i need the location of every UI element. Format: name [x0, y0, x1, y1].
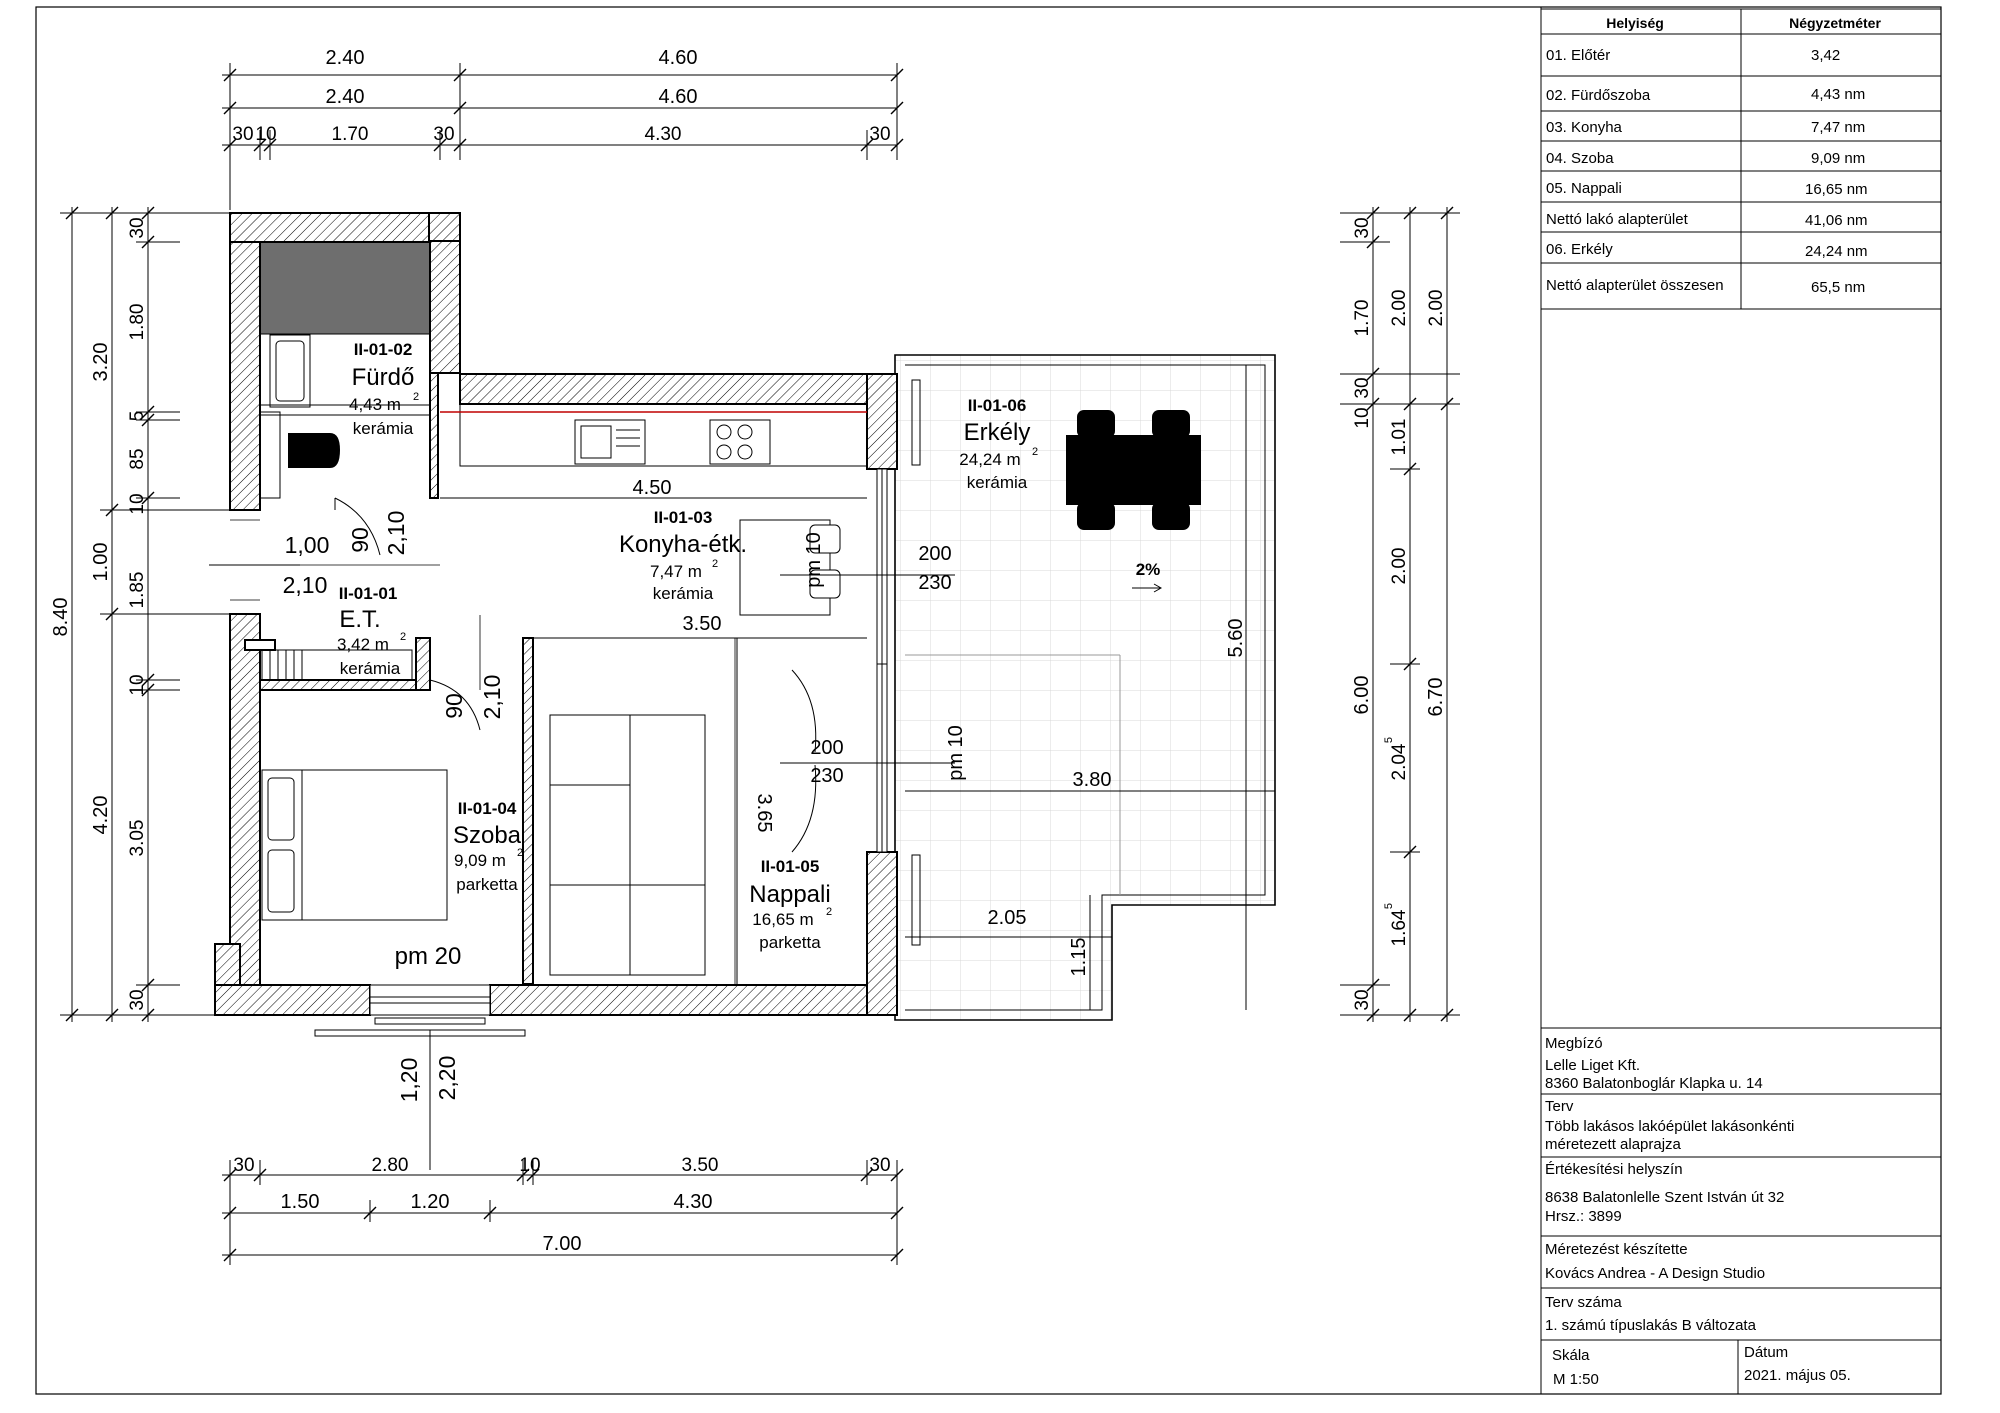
dim-right: 10 — [1352, 407, 1373, 429]
dim-living-depth: 3.65 — [753, 793, 775, 833]
client-address: 8360 Balatonboglár Klapka u. 14 — [1545, 1075, 1763, 1092]
dim-bottom: 4.30 — [673, 1191, 713, 1213]
dim-top: 4.60 — [658, 47, 698, 69]
dim-right: 1.01 — [1389, 418, 1410, 456]
dim-left: 5 — [127, 410, 148, 422]
dim-top: 30 — [232, 124, 254, 145]
author-label: Méretezést készítette — [1545, 1241, 1688, 1258]
dim-bottom: 3.50 — [681, 1155, 719, 1176]
svg-text:kerámia: kerámia — [652, 584, 714, 603]
svg-text:2: 2 — [826, 906, 833, 918]
table-cell: 04. Szoba — [1546, 150, 1614, 167]
dim-top: 10 — [255, 124, 277, 145]
dim-balcony-step-depth: 1.15 — [1068, 937, 1090, 977]
door-room-width: 90 — [441, 693, 467, 719]
dim-window-width: 1,20 — [396, 1057, 422, 1103]
dim-top: 30 — [869, 124, 891, 145]
dim-right-sup: 5 — [1383, 902, 1395, 910]
date-value: 2021. május 05. — [1744, 1367, 1851, 1384]
dim-right: 30 — [1352, 217, 1373, 239]
dim-right: 30 — [1352, 989, 1373, 1011]
dim-right: 1.70 — [1352, 299, 1373, 337]
dining-table-icon — [740, 520, 840, 615]
level-room: pm 20 — [394, 943, 462, 970]
dim-left: 1.00 — [90, 542, 112, 582]
table-cell: 03. Konyha — [1546, 119, 1622, 136]
dim-right: 2.00 — [1389, 547, 1410, 585]
svg-text:kerámia: kerámia — [339, 659, 401, 678]
dim-bottom: 30 — [869, 1155, 891, 1176]
dim-left: 10 — [127, 674, 148, 696]
svg-text:Erkély: Erkély — [963, 419, 1031, 446]
dim-bottom: 1.20 — [410, 1191, 450, 1213]
cooktop-icon — [710, 420, 770, 464]
dim-top: 2.40 — [325, 47, 365, 69]
dim-top: 4.60 — [658, 86, 698, 108]
svg-text:parketta: parketta — [456, 875, 518, 894]
svg-text:II-01-02: II-01-02 — [353, 340, 413, 359]
dim-top: 1.70 — [331, 124, 369, 145]
dim-right-sup: 5 — [1383, 736, 1395, 744]
plan-number-value: 1. számú típuslakás B változata — [1545, 1317, 1756, 1334]
dim-left: 10 — [127, 493, 148, 515]
svg-text:II-01-03: II-01-03 — [653, 508, 713, 527]
svg-text:Nappali: Nappali — [749, 881, 831, 908]
svg-text:2: 2 — [1032, 446, 1039, 458]
plan-label: Terv — [1545, 1098, 1574, 1115]
room-label-bathroom — [349, 340, 419, 438]
dim-right: 6.70 — [1425, 677, 1447, 717]
balcony-door1-height: 230 — [918, 572, 952, 594]
dim-right: 30 — [1352, 377, 1373, 399]
room-label-living — [749, 857, 832, 952]
room-label-bedroom — [453, 799, 523, 894]
svg-text:2: 2 — [400, 631, 407, 643]
table-cell: 41,06 nm — [1805, 212, 1868, 229]
dim-kitchen-width: 4.50 — [632, 477, 672, 499]
svg-text:II-01-05: II-01-05 — [760, 857, 820, 876]
dim-living-width: 3.50 — [682, 613, 722, 635]
table-cell: 02. Fürdőszoba — [1546, 87, 1651, 104]
dim-right: 2.00 — [1426, 289, 1447, 327]
table-cell: 06. Erkély — [1546, 241, 1613, 258]
svg-text:kerámia: kerámia — [966, 473, 1028, 492]
table-header-area: Négyzetméter — [1789, 15, 1881, 31]
site-label: Értékesítési helyszín — [1545, 1161, 1683, 1178]
sink-icon — [575, 420, 645, 464]
toilet-icon — [288, 433, 340, 468]
plan-description: méretezett alaprajza — [1545, 1136, 1681, 1153]
dim-bottom: 30 — [233, 1155, 255, 1176]
dim-bottom: 1.50 — [280, 1191, 320, 1213]
slope-label: 2% — [1135, 560, 1161, 579]
client-name: Lelle Liget Kft. — [1545, 1057, 1641, 1074]
svg-text:kerámia: kerámia — [352, 419, 414, 438]
dim-balcony-width: 3.80 — [1072, 769, 1112, 791]
plan-number-label: Terv száma — [1545, 1294, 1622, 1311]
table-cell: 24,24 nm — [1805, 243, 1868, 260]
bed-icon — [262, 770, 447, 920]
table-cell: 16,65 nm — [1805, 181, 1868, 198]
table-cell: 9,09 nm — [1811, 150, 1866, 167]
table-cell: 01. Előtér — [1546, 47, 1611, 64]
svg-text:3,42 m: 3,42 m — [337, 635, 389, 654]
washbasin-icon — [270, 335, 310, 407]
plan-description: Több lakásos lakóépület lakásonkénti — [1545, 1118, 1795, 1135]
date-label: Dátum — [1744, 1344, 1789, 1361]
svg-text:parketta: parketta — [759, 933, 821, 952]
door-room-height: 2,10 — [479, 674, 505, 720]
svg-text:2: 2 — [517, 847, 524, 859]
title-block — [1541, 1028, 1941, 1394]
dim-left: 3.20 — [90, 342, 112, 382]
door-entry-width: 1,00 — [284, 532, 330, 558]
table-cell: 7,47 nm — [1811, 119, 1866, 136]
svg-text:Fürdő: Fürdő — [351, 364, 415, 391]
top-dimension-lines — [222, 63, 903, 210]
table-cell: 65,5 nm — [1811, 279, 1866, 296]
svg-text:2: 2 — [712, 558, 719, 570]
author-name: Kovács Andrea - A Design Studio — [1545, 1265, 1766, 1282]
table-cell: 3,42 — [1811, 47, 1841, 64]
table-cell: Nettó alapterület összesen — [1546, 277, 1724, 294]
dim-balcony-depth: 5.60 — [1225, 618, 1247, 658]
site-lot: Hrsz.: 3899 — [1545, 1208, 1622, 1225]
bottom-dimension-lines — [222, 1030, 903, 1265]
door-entry-height: 2,10 — [282, 572, 328, 598]
svg-text:9,09 m: 9,09 m — [454, 851, 506, 870]
svg-text:II-01-06: II-01-06 — [967, 396, 1027, 415]
svg-text:E.T.: E.T. — [339, 606, 381, 633]
level-kitchen: pm 10 — [803, 532, 825, 588]
room-label-entry — [337, 584, 406, 678]
dim-top: 4.30 — [644, 124, 682, 145]
balcony-door2-width: 200 — [810, 737, 844, 759]
svg-text:Szoba: Szoba — [452, 822, 522, 849]
scale-label: Skála — [1552, 1347, 1590, 1364]
table-cell: Nettó lakó alapterület — [1546, 211, 1688, 228]
dim-left: 1.85 — [127, 571, 148, 609]
door-bath-width: 90 — [347, 527, 373, 553]
dim-left: 1.80 — [127, 303, 148, 341]
dim-left: 8.40 — [50, 597, 72, 637]
table-cell: 4,43 nm — [1811, 86, 1866, 103]
dim-left: 3.05 — [127, 819, 148, 857]
dim-left: 30 — [127, 989, 148, 1011]
svg-text:II-01-04: II-01-04 — [457, 799, 517, 818]
svg-text:16,65 m: 16,65 m — [752, 910, 814, 929]
dim-left: 30 — [127, 217, 148, 239]
dim-bottom: 10 — [519, 1155, 541, 1176]
client-label: Megbízó — [1545, 1035, 1603, 1052]
dim-right: 6.00 — [1351, 675, 1373, 715]
sofa-icon — [550, 715, 705, 975]
svg-text:II-01-01: II-01-01 — [338, 584, 398, 603]
dim-window-height: 2,20 — [434, 1055, 460, 1101]
dim-right: 1.64 — [1389, 909, 1410, 947]
dim-left: 4.20 — [90, 795, 112, 835]
dim-left: 85 — [127, 448, 148, 470]
table-header-room: Helyiség — [1606, 15, 1664, 31]
svg-text:7,47 m: 7,47 m — [650, 562, 702, 581]
dim-right: 2.00 — [1389, 289, 1410, 327]
scale-value: M 1:50 — [1553, 1371, 1599, 1388]
bathroom-shower — [260, 242, 430, 334]
dim-balcony-step: 2.05 — [987, 907, 1027, 929]
door-bath-height: 2,10 — [383, 510, 409, 556]
svg-text:2: 2 — [413, 391, 420, 403]
balcony-door2-height: 230 — [810, 765, 844, 787]
kitchen-counter — [440, 404, 867, 466]
table-cell: 05. Nappali — [1546, 180, 1622, 197]
dim-top: 30 — [433, 124, 455, 145]
level-balcony: pm 10 — [945, 725, 967, 781]
room-label-kitchen — [619, 508, 747, 603]
site-address: 8638 Balatonlelle Szent István út 32 — [1545, 1189, 1785, 1206]
svg-text:4,43 m: 4,43 m — [349, 395, 401, 414]
dim-top: 2.40 — [325, 86, 365, 108]
dim-bottom-total: 7.00 — [542, 1233, 582, 1255]
dim-right: 2.04 — [1389, 743, 1410, 781]
svg-text:Konyha-étk.: Konyha-étk. — [618, 531, 748, 558]
dim-bottom: 2.80 — [371, 1155, 409, 1176]
balcony-door1-width: 200 — [918, 543, 952, 565]
area-table — [1541, 9, 1941, 309]
svg-text:24,24 m: 24,24 m — [959, 450, 1021, 469]
